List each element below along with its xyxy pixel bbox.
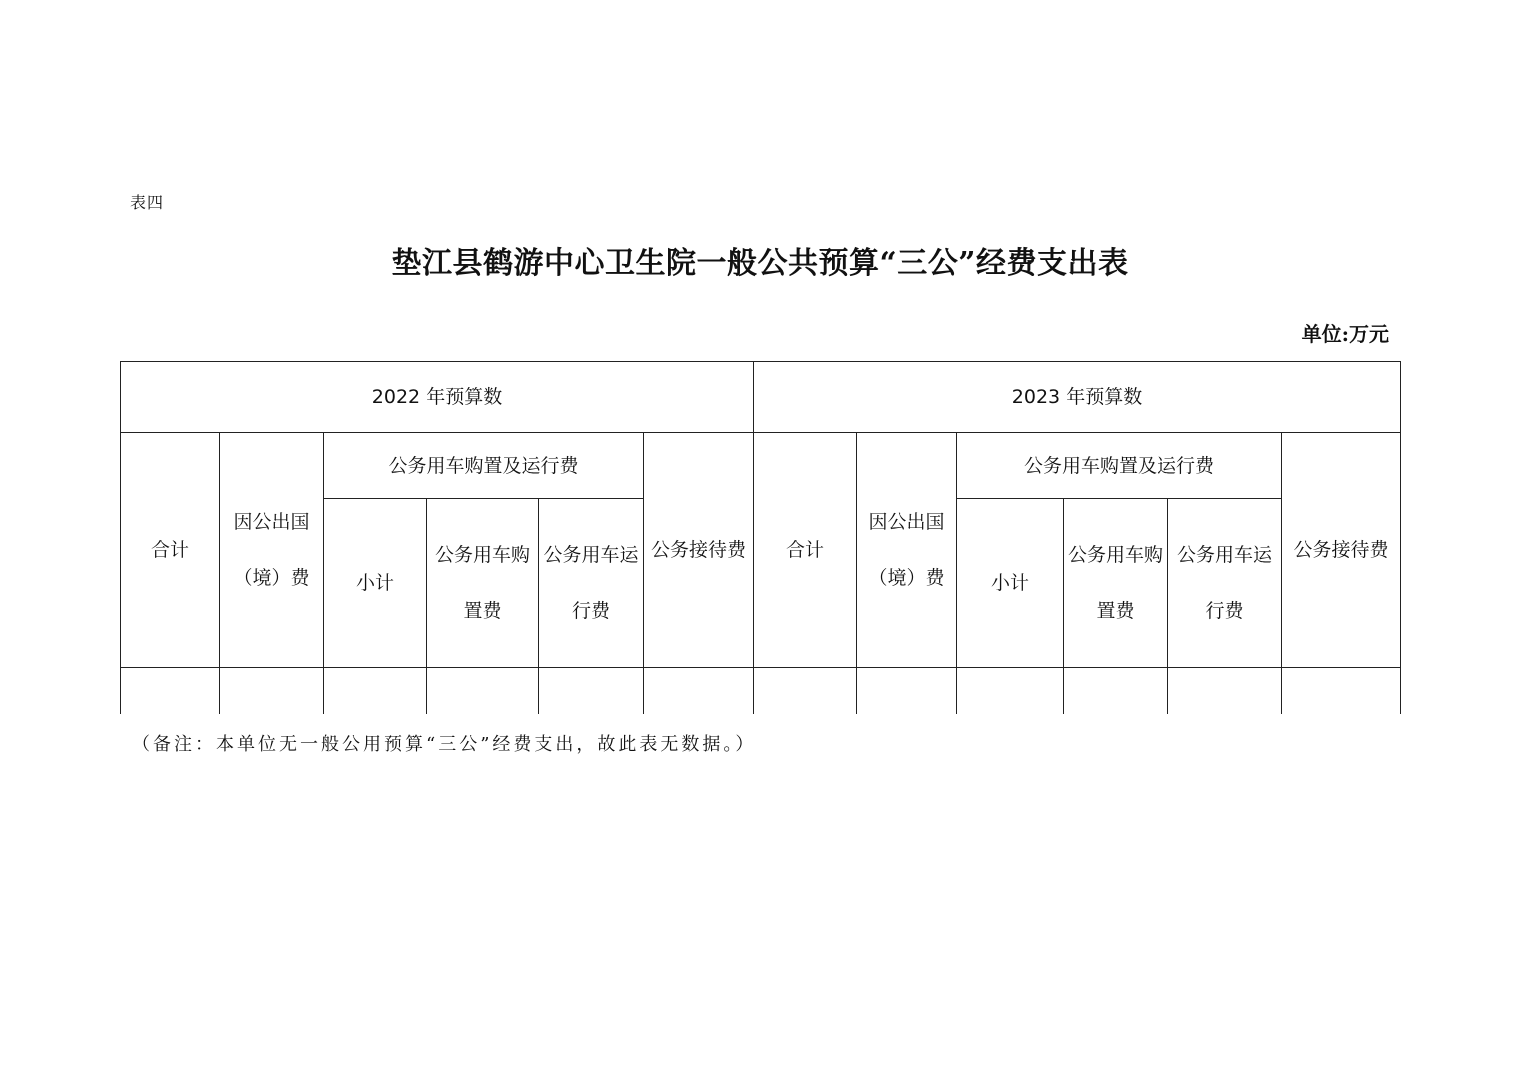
unit-label: 单位:万元 xyxy=(1301,322,1389,346)
year-header-row xyxy=(121,362,1401,433)
empty-cell xyxy=(857,668,957,715)
empty-cell xyxy=(1064,668,1168,715)
empty-cell xyxy=(1282,668,1401,715)
empty-cell xyxy=(1168,668,1282,715)
table-row xyxy=(121,668,1401,715)
budget-table xyxy=(120,361,1401,714)
empty-cell xyxy=(324,668,427,715)
vehicle-group-header-2022: 公务用车购置及运行费 xyxy=(324,433,644,499)
reception-header-2022: 公务接待费 xyxy=(644,433,754,668)
empty-cell xyxy=(957,668,1064,715)
operation-header-2022: 公务用车运行费 xyxy=(539,499,644,668)
empty-cell xyxy=(754,668,857,715)
year-2022-header: 2022 年预算数 xyxy=(121,362,754,433)
category-header-row xyxy=(121,433,1401,499)
reception-header-2023: 公务接待费 xyxy=(1282,433,1401,668)
total-header-2022: 合计 xyxy=(121,433,220,668)
empty-cell xyxy=(644,668,754,715)
empty-cell xyxy=(220,668,324,715)
table-number: 表四 xyxy=(130,193,165,212)
subtotal-header-2023: 小计 xyxy=(957,499,1064,668)
footnote: （备注：本单位无一般公用预算“三公”经费支出，故此表无数据。） xyxy=(132,734,757,755)
vehicle-group-header-2023: 公务用车购置及运行费 xyxy=(957,433,1282,499)
abroad-header-2023: 因公出国（境）费 xyxy=(857,433,957,668)
operation-header-2023: 公务用车运行费 xyxy=(1168,499,1282,668)
empty-cell xyxy=(539,668,644,715)
purchase-header-2022: 公务用车购置费 xyxy=(427,499,539,668)
empty-cell xyxy=(427,668,539,715)
empty-cell xyxy=(121,668,220,715)
total-header-2023: 合计 xyxy=(754,433,857,668)
page-title: 垫江县鹤游中心卫生院一般公共预算“三公”经费支出表 xyxy=(391,246,1129,281)
subtotal-header-2022: 小计 xyxy=(324,499,427,668)
year-2023-header: 2023 年预算数 xyxy=(754,362,1401,433)
purchase-header-2023: 公务用车购置费 xyxy=(1064,499,1168,668)
abroad-header-2022: 因公出国（境）费 xyxy=(220,433,324,668)
